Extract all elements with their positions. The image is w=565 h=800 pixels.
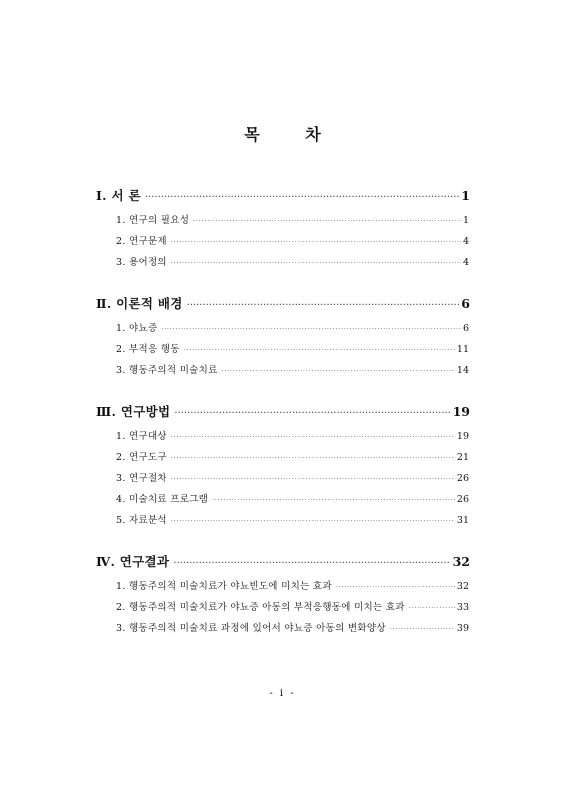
toc-dot-leader bbox=[171, 476, 455, 483]
toc-page-number: 39 bbox=[456, 623, 469, 634]
toc-dot-leader bbox=[145, 192, 459, 203]
toc-section-label: 4. 미술치료 프로그램 bbox=[116, 494, 209, 505]
toc-chapter-label: Ⅳ. 연구결과 bbox=[96, 554, 170, 569]
toc-chapter-2[interactable] bbox=[96, 294, 470, 312]
toc-page-number: 4 bbox=[462, 257, 469, 268]
toc-page-number: 19 bbox=[456, 431, 469, 442]
toc-section-label: 5. 자료분석 bbox=[116, 515, 167, 526]
toc-section-label: 2. 행동주의적 미술치료가 야뇨증 아동의 부적응행동에 미치는 효과 bbox=[116, 602, 405, 613]
toc-section-4-3[interactable] bbox=[116, 620, 469, 634]
toc-page-number: 1 bbox=[462, 215, 469, 226]
toc-section-3-3[interactable] bbox=[116, 470, 469, 484]
toc-section-3-4[interactable] bbox=[116, 491, 469, 505]
toc-dot-leader bbox=[174, 408, 450, 419]
toc-dot-leader bbox=[187, 300, 460, 311]
toc-dot-leader bbox=[212, 497, 455, 504]
toc-page-number: 14 bbox=[456, 365, 469, 376]
toc-dot-leader bbox=[171, 434, 455, 441]
toc-section-1-2[interactable] bbox=[116, 233, 469, 247]
toc-page-number: 1 bbox=[461, 188, 470, 203]
toc-dot-leader bbox=[184, 347, 455, 354]
toc-dot-leader bbox=[409, 605, 455, 612]
page-footer-number: - i - bbox=[269, 688, 296, 699]
toc-section-2-3[interactable] bbox=[116, 362, 469, 376]
toc-chapter-label: Ⅲ. 연구방법 bbox=[96, 404, 171, 419]
toc-page-number: 4 bbox=[462, 236, 469, 247]
toc-page-number: 32 bbox=[452, 554, 470, 569]
toc-dot-leader bbox=[171, 239, 461, 246]
toc-section-4-1[interactable] bbox=[116, 578, 469, 592]
toc-chapter-3[interactable] bbox=[96, 402, 470, 420]
toc-chapter-1[interactable] bbox=[96, 186, 470, 204]
toc-section-label: 2. 부적응 행동 bbox=[116, 344, 180, 355]
page-title: 목 차 bbox=[244, 125, 341, 144]
toc-section-label: 3. 연구절차 bbox=[116, 473, 167, 484]
toc-dot-leader bbox=[171, 518, 455, 525]
toc-chapter-4[interactable] bbox=[96, 552, 470, 570]
toc-page-number: 32 bbox=[456, 581, 469, 592]
toc-section-2-2[interactable] bbox=[116, 341, 469, 355]
toc-section-label: 2. 연구문제 bbox=[116, 236, 167, 247]
toc-dot-leader bbox=[193, 218, 461, 225]
toc-chapter-label: Ⅱ. 이론적 배경 bbox=[96, 296, 183, 311]
toc-page-number: 6 bbox=[462, 323, 469, 334]
toc-section-3-1[interactable] bbox=[116, 428, 469, 442]
toc-section-1-3[interactable] bbox=[116, 254, 469, 268]
toc-section-2-1[interactable] bbox=[116, 320, 469, 334]
toc-section-4-2[interactable] bbox=[116, 599, 469, 613]
toc-section-label: 1. 연구의 필요성 bbox=[116, 215, 190, 226]
toc-section-3-5[interactable] bbox=[116, 512, 469, 526]
toc-dot-leader bbox=[336, 584, 455, 591]
toc-page-number: 6 bbox=[461, 296, 470, 311]
toc-page-number: 31 bbox=[456, 515, 469, 526]
toc-dot-leader bbox=[161, 326, 461, 333]
toc-dot-leader bbox=[173, 558, 450, 569]
toc-dot-leader bbox=[171, 455, 455, 462]
toc-page-number: 26 bbox=[456, 473, 469, 484]
toc-section-label: 2. 연구도구 bbox=[116, 452, 167, 463]
toc-page-number: 19 bbox=[452, 404, 470, 419]
toc-page-number: 11 bbox=[456, 344, 469, 355]
toc-dot-leader bbox=[171, 260, 461, 267]
toc-page-number: 21 bbox=[456, 452, 469, 463]
toc-section-label: 3. 행동주의적 미술치료 bbox=[116, 365, 218, 376]
toc-section-label: 3. 행동주의적 미술치료 과정에 있어서 야뇨증 아동의 변화양상 bbox=[116, 623, 386, 634]
toc-section-3-2[interactable] bbox=[116, 449, 469, 463]
toc-page-number: 26 bbox=[456, 494, 469, 505]
toc-section-label: 1. 야뇨증 bbox=[116, 323, 158, 334]
toc-section-label: 1. 연구대상 bbox=[116, 431, 167, 442]
toc-chapter-label: Ⅰ. 서 론 bbox=[96, 188, 141, 203]
toc-section-label: 1. 행동주의적 미술치료가 야뇨빈도에 미치는 효과 bbox=[116, 581, 332, 592]
toc-section-label: 3. 용어정의 bbox=[116, 257, 167, 268]
toc-dot-leader bbox=[390, 626, 455, 633]
toc-dot-leader bbox=[222, 368, 455, 375]
toc-page-number: 33 bbox=[456, 602, 469, 613]
toc-section-1-1[interactable] bbox=[116, 212, 469, 226]
